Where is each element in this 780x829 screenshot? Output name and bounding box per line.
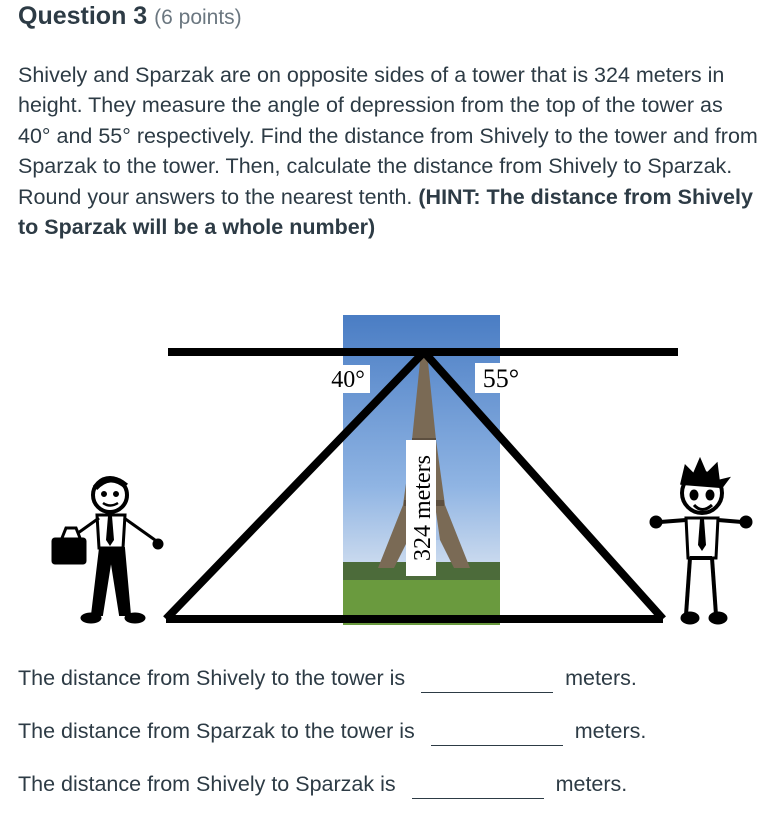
sparzak-tower-distance-input[interactable] (431, 721, 563, 746)
shively-tower-distance-input[interactable] (421, 668, 553, 693)
shively-sparzak-distance-input[interactable] (412, 774, 544, 799)
answer-suffix: meters. (565, 666, 637, 690)
answer-row-shively-tower (18, 666, 637, 693)
answer-prefix: The distance from Shively to the tower is (18, 666, 406, 690)
answer-suffix: meters. (555, 772, 628, 796)
question-body: Shively and Sparzak are on opposite sides of a tower that is 324 meters in height. They measure the angle of depression from the top of the tower as 40° and 55° respectively. Find the distance from Shively to the tower and from Sparzak to the tower. Then, calculate the distance from Shively to Sparzak. Round your answers to the nearest tenth. (18, 63, 758, 209)
question-title: Question 3 (18, 2, 148, 30)
answer-row-shively-sparzak (18, 772, 627, 799)
angle-right-label: 55° (482, 364, 520, 393)
question-text (18, 60, 758, 242)
tower-diagram (0, 300, 780, 640)
answer-prefix: The distance from Shively to Sparzak is (18, 772, 396, 796)
answer-row-sparzak-tower (18, 719, 646, 746)
sparzak-figure (650, 462, 752, 624)
question-hint: (HINT: The distance from Shively to Sparzak will be a whole number) (18, 184, 753, 240)
answer-prefix: The distance from Sparzak to the tower is (18, 719, 415, 743)
question-points: (6 points) (154, 6, 242, 29)
answer-suffix: meters. (574, 719, 647, 743)
shively-figure (52, 478, 163, 623)
height-label: 324 meters (410, 455, 436, 561)
question-header (18, 2, 242, 31)
angle-left-label: 40° (331, 367, 365, 393)
